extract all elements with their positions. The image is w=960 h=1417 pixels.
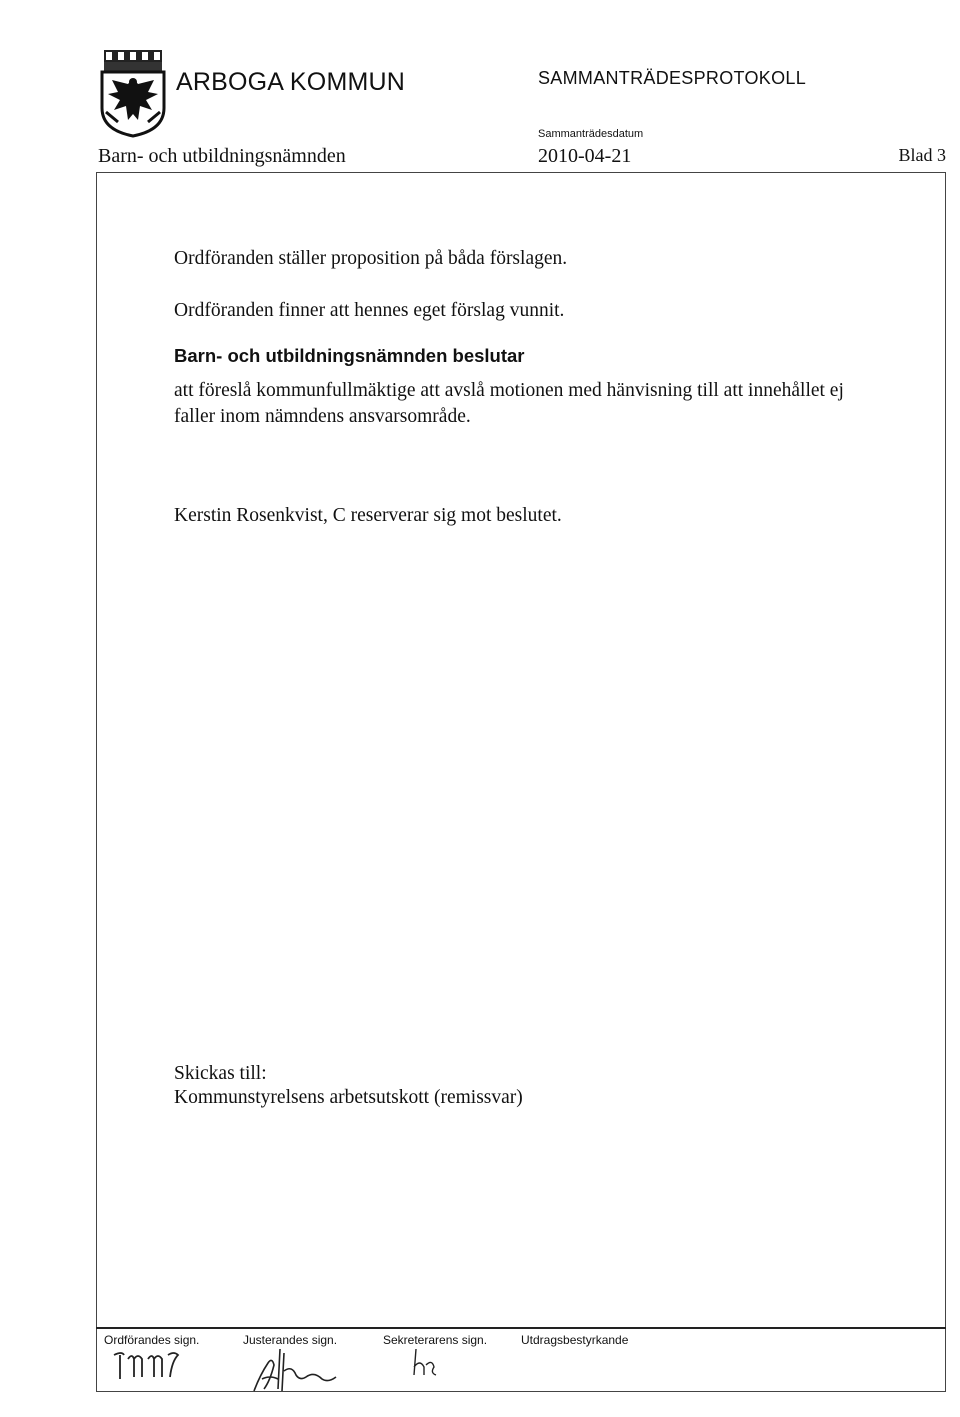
adjuster-signature-icon	[250, 1345, 350, 1395]
coat-of-arms-icon	[98, 48, 168, 138]
chair-signature-icon	[108, 1345, 188, 1385]
reservation-paragraph: Kerstin Rosenkvist, C reserverar sig mot beslutet.	[174, 505, 562, 526]
decision-text: att föreslå kommunfullmäktige att avslå motionen med hänvisning till att innehållet ej faller inom nämndens ansvarsområde.	[174, 380, 844, 427]
sheet-number: Blad 3	[898, 145, 946, 165]
decision-heading: Barn- och utbildningsnämnden beslutar	[174, 345, 525, 366]
send-to-recipient: Kommunstyrelsens arbetsutskott (remissvar)	[174, 1087, 523, 1108]
secretary-sign-label: Sekreterarens sign.	[383, 1333, 488, 1347]
committee-name: Barn- och utbildningsnämnden	[98, 145, 346, 167]
proposition-paragraph: Ordföranden ställer proposition på båda förslagen.	[174, 248, 568, 269]
meeting-date: 2010-04-21	[538, 145, 632, 167]
organization-name: ARBOGA KOMMUN	[176, 68, 406, 96]
document-type: SAMMANTRÄDESPROTOKOLL	[538, 68, 807, 88]
secretary-signature-icon	[410, 1345, 450, 1385]
send-to-label: Skickas till:	[174, 1063, 267, 1084]
result-paragraph: Ordföranden finner att hennes eget förslag vunnit.	[174, 300, 565, 321]
chair-sign-label: Ordförandes sign.	[104, 1333, 200, 1347]
signature-divider	[96, 1327, 946, 1329]
adjuster-sign-label: Justerandes sign.	[243, 1333, 338, 1347]
meeting-date-label: Sammanträdesdatum	[538, 128, 644, 140]
extract-certification-label: Utdragsbestyrkande	[521, 1333, 629, 1347]
